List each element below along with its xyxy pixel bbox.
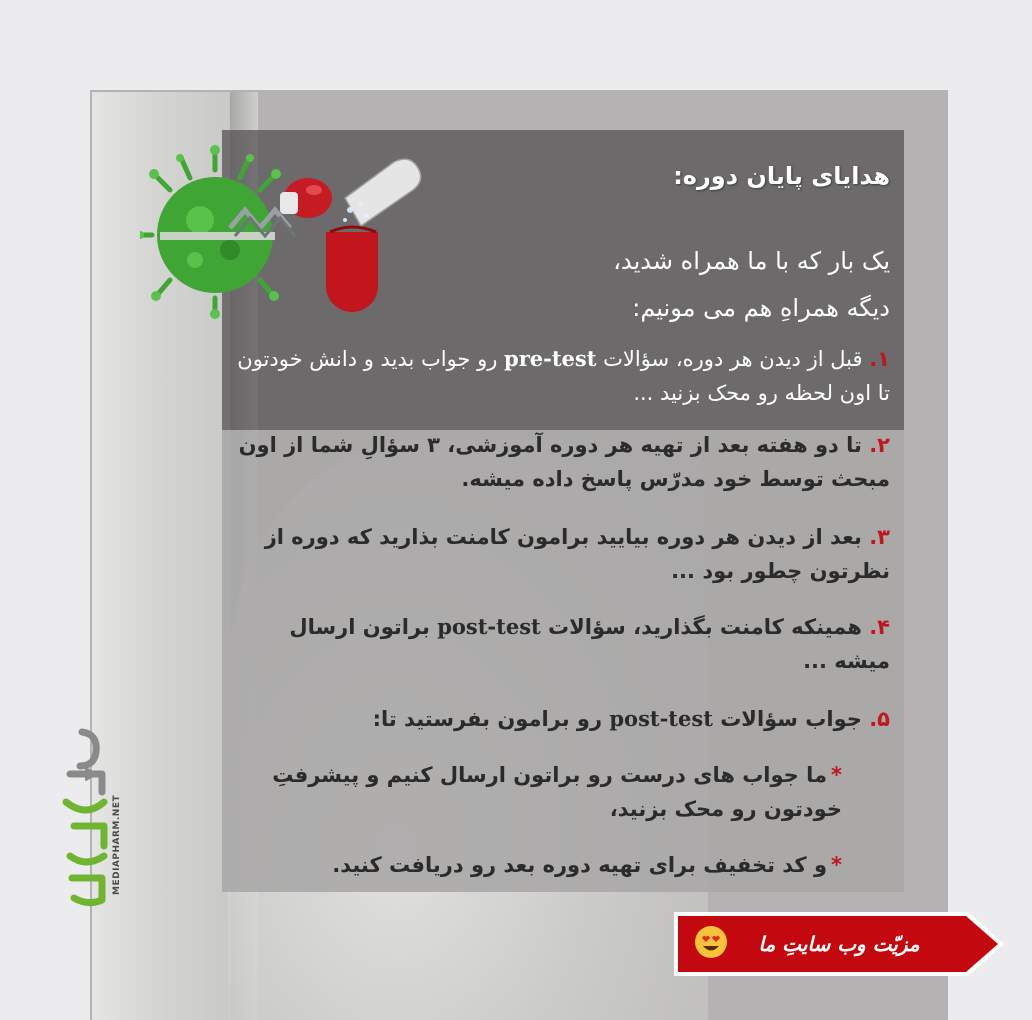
item-number: ۱. (869, 347, 890, 371)
list-item-5 (230, 702, 890, 736)
intro-text (330, 238, 890, 332)
item-term: post-test (437, 614, 541, 639)
page-title: هدایای پایان دوره: (673, 162, 890, 190)
bullet-star-icon: * (831, 853, 842, 877)
item-text: رو جواب بدید و دانش خودتون تا اون لحظه رو محک بزنید ... (237, 347, 890, 405)
bullet-star-icon: * (831, 763, 842, 787)
item-text: براتون ارسال میشه ... (289, 615, 890, 673)
item-text: تا دو هفته بعد از تهیه هر دوره آموزشی، ۳ سؤالِ شما از اون مبحث توسط خود مدرّس پاسخ داده میشه. (238, 433, 890, 491)
list-item-4 (230, 610, 890, 678)
sub-item-1 (242, 758, 842, 826)
intro-line-1: یک بار که با ما همراه شدید، (613, 247, 890, 275)
list-item-3 (230, 520, 890, 588)
sub-item-text: و کد تخفیف برای تهیه دوره بعد رو دریافت کنید. (332, 853, 828, 877)
logo-url: MEDIAPHARM.NET (112, 794, 122, 895)
sub-item-2 (242, 848, 842, 882)
item-term: post-test (609, 706, 713, 731)
list-item-2 (230, 428, 890, 496)
item-number: ۵. (869, 707, 890, 731)
sub-item-text: ما جواب های درست رو براتون ارسال کنیم و پیشرفتِ خودتون رو محک بزنید، (272, 763, 842, 821)
item-number: ۳. (869, 525, 890, 549)
intro-line-2: دیگه همراهِ هم می مونیم: (632, 294, 890, 322)
item-number: ۲. (869, 433, 890, 457)
item-number: ۴. (869, 615, 890, 639)
item-text: بعد از دیدن هر دوره بیایید برامون کامنت بذارید که دوره از نظرتون چطور بود ... (264, 525, 890, 583)
ribbon-label: مزیّت وب سایتِ ما (758, 932, 920, 956)
list-item-1 (230, 342, 890, 410)
heart-eyes-emoji-icon (694, 925, 728, 959)
item-term: pre-test (504, 346, 597, 371)
item-text: رو برامون بفرستید تا: (372, 707, 610, 731)
item-text: همینکه کامنت بگذارید، سؤالات (540, 615, 870, 639)
item-text: جواب سؤالات (712, 707, 870, 731)
content-text (222, 130, 890, 892)
item-text: قبل از دیدن هر دوره، سؤالات (596, 347, 870, 371)
